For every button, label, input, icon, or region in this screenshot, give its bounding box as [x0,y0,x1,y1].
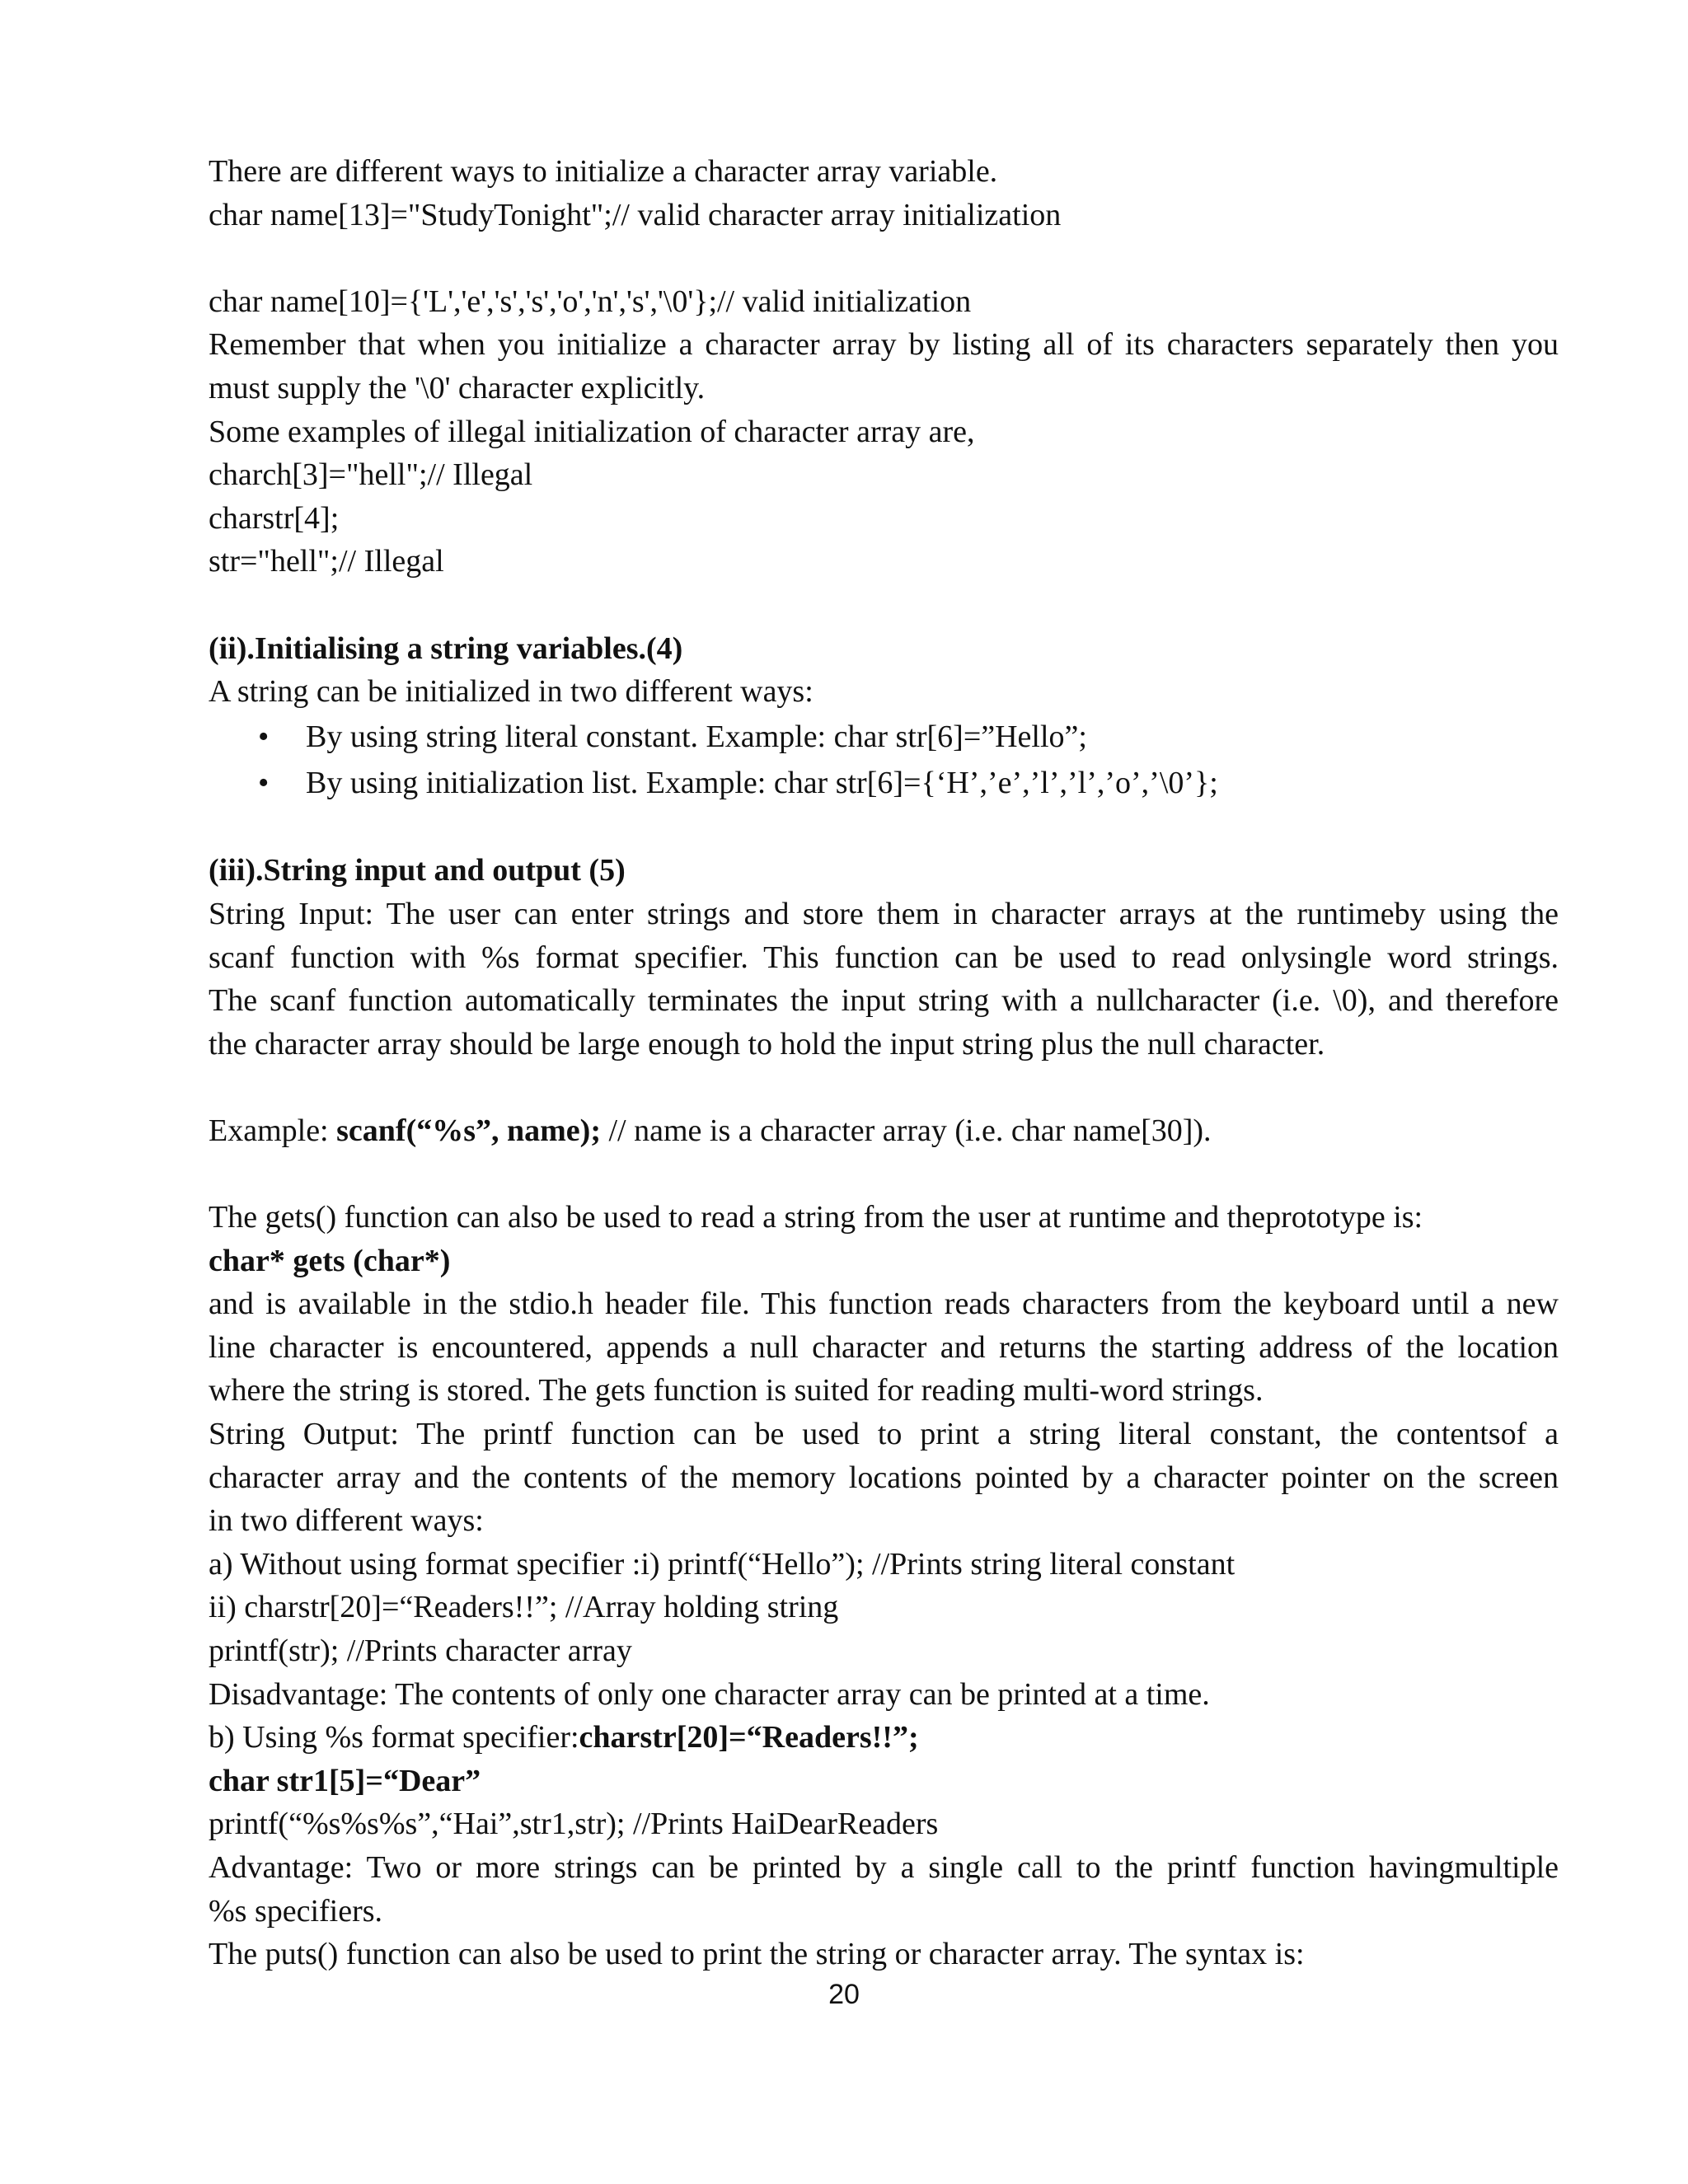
text-line: String Input: The user can enter strings and store them in character arrays at the runtimeby using the [209,896,1559,931]
bullet-icon: • [258,719,270,754]
text-line: String Output: The printf function can be used to print a string literal constant, the contentsof a [209,1417,1559,1452]
document-page [209,150,1559,1976]
example-code: scanf(“%s”, name); [336,1113,601,1148]
text-line: Advantage: Two or more strings can be printed by a single call to the printf function havingmultiple [209,1849,1559,1885]
section-heading-text: (iii).String input and output (5) [209,853,626,888]
text-line: character array and the contents of the memory locations pointed by a character pointer on the screen [209,1460,1559,1495]
code-line: charstr[4]; [209,500,340,536]
code-line [209,1240,1559,1283]
section-heading [209,849,1559,893]
text-line: scanf function with %s format specifier. This function can be used to read onlysingle word strings. [209,940,1559,975]
spacer [209,583,1559,627]
spacer [209,237,1559,280]
code-line: ii) charstr[20]=“Readers!!”; //Array holding string [209,1590,839,1625]
way-b-label: b) Using %s format specifier: [209,1720,579,1755]
code-line: charch[3]="hell";// Illegal [209,457,533,493]
page-number: 20 [828,1979,860,2010]
spacer [209,806,1559,850]
section-heading [209,627,1559,671]
text-line: where the string is stored. The gets function is suited for reading multi-word strings. [209,1373,1264,1408]
text-line: Remember that when you initialize a character array by listing all of its characters separately then you [209,327,1559,363]
spacer [209,1066,1559,1109]
text-line: A string can be initialized in two different ways: [209,674,814,710]
code-line [209,1716,1559,1760]
code-line: char name[10]={'L','e','s','s','o','n','s','\0'};// valid initialization [209,284,972,319]
text-line: The scanf function automatically terminates the input string with a nullcharacter (i.e. \0), and therefore [209,983,1559,1019]
bullet-icon: • [258,765,270,800]
gets-prototype: char* gets (char*) [209,1243,451,1278]
text-line: in two different ways: [209,1503,484,1539]
code-line: str="hell";// Illegal [209,544,444,579]
code-line [209,1760,1559,1803]
code-line: printf(str); //Prints character array [209,1633,632,1668]
way-b-code: charstr[20]=“Readers!!”; [579,1720,919,1755]
list-item-text: By using string literal constant. Example: char str[6]=”Hello”; [306,719,1087,754]
text-line: %s specifiers. [209,1893,383,1929]
list-item-text: By using initialization list. Example: char str[6]={‘H’,’e’,’l’,’l’,’o’,’\0’}; [306,765,1218,800]
text-line: Disadvantage: The contents of only one character array can be printed at a time. [209,1676,1210,1712]
code-line: char name[13]="StudyTonight";// valid character array initialization [209,197,1062,232]
section-heading-text: (ii).Initialising a string variables.(4) [209,630,683,666]
text-line: must supply the '\0' character explicitly. [209,370,706,405]
text-line: the character array should be large enough to hold the input string plus the null character. [209,1026,1325,1062]
example-comment: // name is a character array (i.e. char name[30]). [600,1113,1212,1148]
text-line: line character is encountered, appends a null character and returns the starting address of the location [209,1329,1559,1365]
list-item [209,714,1559,760]
code-line: a) Without using format specifier :i) printf(“Hello”); //Prints string literal constant [209,1546,1236,1582]
list-item [209,760,1559,806]
text-line: The gets() function can also be used to read a string from the user at runtime and theprototype is: [209,1200,1423,1235]
code-line: printf(“%s%s%s”,“Hai”,str1,str); //Prints HaiDearReaders [209,1807,939,1842]
way-b-str1: char str1[5]=“Dear” [209,1763,481,1798]
example-label: Example: [209,1113,337,1148]
text-line: There are different ways to initialize a character array variable. [209,154,998,189]
text-line: Some examples of illegal initialization of character array are, [209,414,975,449]
spacer [209,1152,1559,1196]
example-line [209,1109,1559,1153]
text-line: The puts() function can also be used to print the string or character array. The syntax is: [209,1937,1305,1972]
text-line: and is available in the stdio.h header file. This function reads characters from the keyboard until a new [209,1286,1559,1322]
